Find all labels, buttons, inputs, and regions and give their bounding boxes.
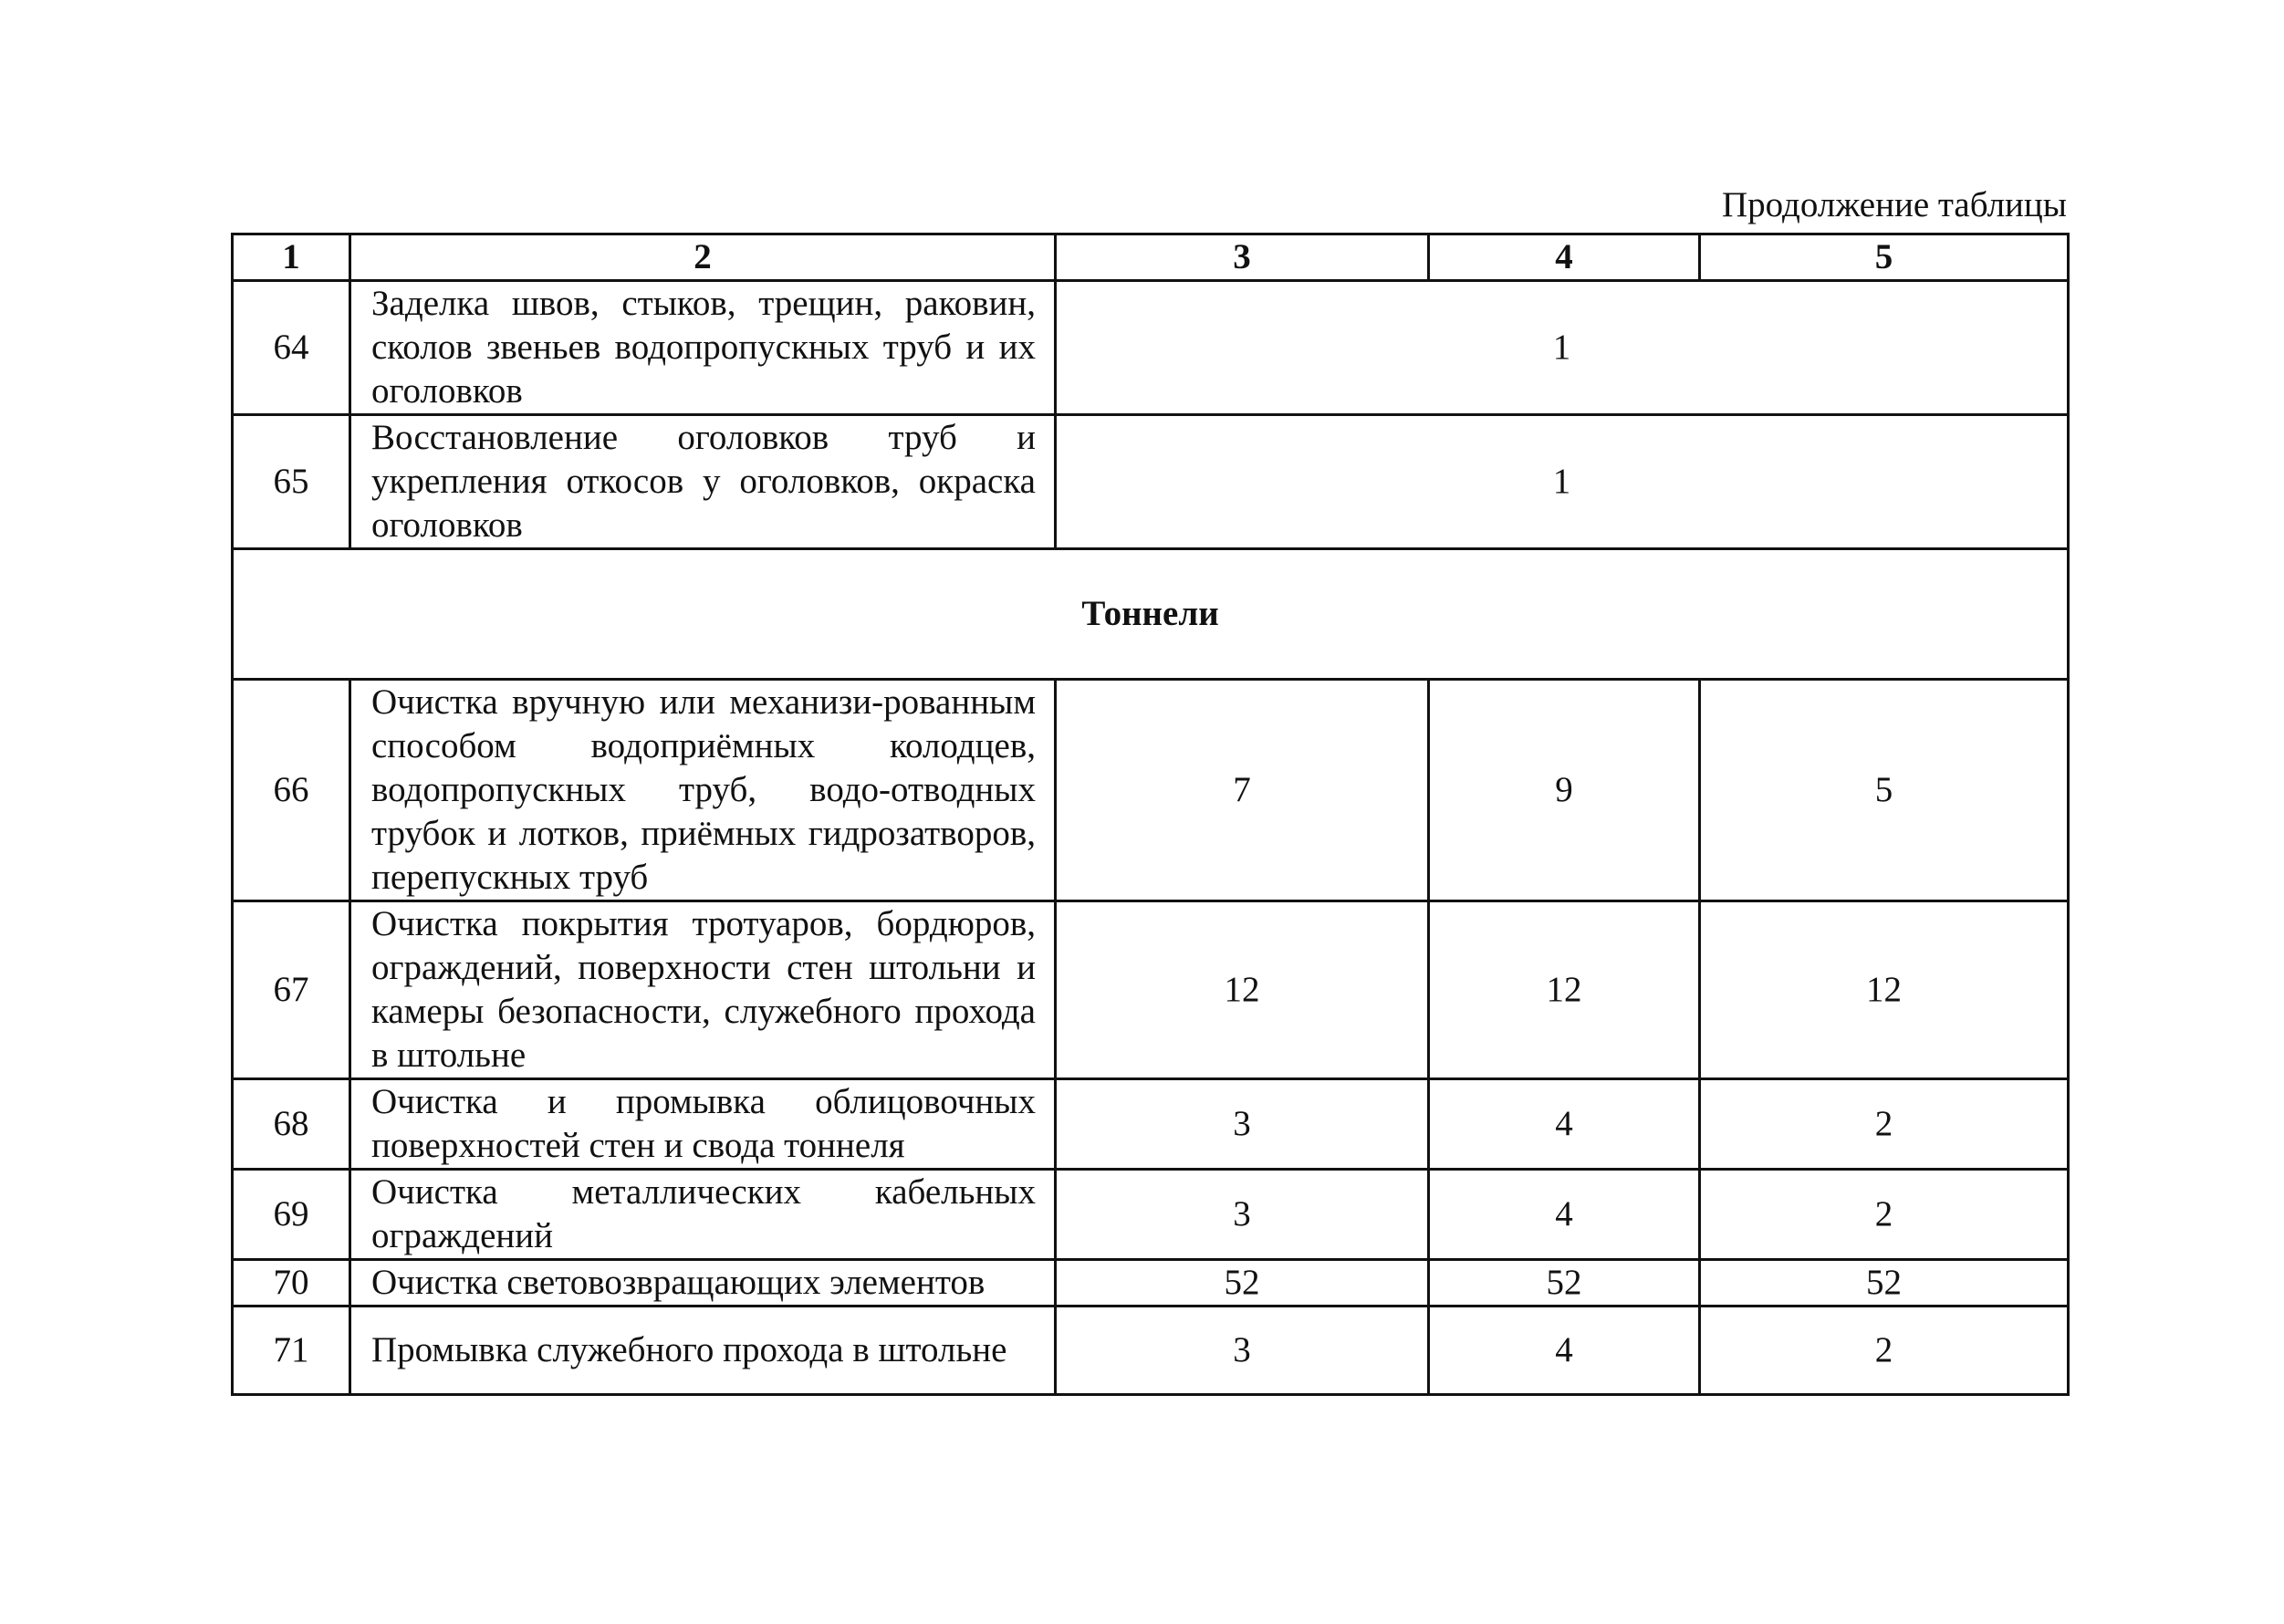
- column-header: 5: [1700, 234, 2069, 281]
- row-description: Восстановление оголовков труб и укрепления откосов у оголовков, окраска оголовков: [350, 415, 1056, 549]
- value-col-5: 12: [1700, 901, 2069, 1079]
- row-description: Очистка вручную или механизи-рованным способом водоприёмных колодцев, водопропускных труб, водо-отводных трубок и лотков, приёмных гидрозатворов, перепускных труб: [350, 680, 1056, 901]
- table-row: [233, 901, 2069, 1079]
- value-col-4: 12: [1429, 901, 1700, 1079]
- table-row: [233, 1260, 2069, 1306]
- table-row: [233, 1079, 2069, 1170]
- value-col-4: 4: [1429, 1170, 1700, 1260]
- value-col-4: 4: [1429, 1079, 1700, 1170]
- value-col-3: 52: [1056, 1260, 1429, 1306]
- row-description: Очистка покрытия тротуаров, бордюров, ограждений, поверхности стен штольни и камеры безопасности, служебного прохода в штольне: [350, 901, 1056, 1079]
- value-col-3: 3: [1056, 1170, 1429, 1260]
- row-number: 69: [233, 1170, 350, 1260]
- column-header: 2: [350, 234, 1056, 281]
- value-col-5: 2: [1700, 1079, 2069, 1170]
- value-col-3: 3: [1056, 1306, 1429, 1395]
- value-col-5: 2: [1700, 1306, 2069, 1395]
- table-caption: Продолжение таблицы: [1722, 185, 2067, 224]
- row-number: 68: [233, 1079, 350, 1170]
- value-col-5: 5: [1700, 680, 2069, 901]
- value-col-3: 7: [1056, 680, 1429, 901]
- row-description: Заделка швов, стыков, трещин, раковин, сколов звеньев водопропускных труб и их оголовков: [350, 281, 1056, 415]
- row-description: Очистка световозвращающих элементов: [350, 1260, 1056, 1306]
- column-header: 4: [1429, 234, 1700, 281]
- table-row: [233, 1306, 2069, 1395]
- header-row: [233, 234, 2069, 281]
- row-number: 64: [233, 281, 350, 415]
- row-number: 70: [233, 1260, 350, 1306]
- column-header: 3: [1056, 234, 1429, 281]
- table-row: [233, 1170, 2069, 1260]
- table-row: [233, 281, 2069, 415]
- row-number: 65: [233, 415, 350, 549]
- table-row: [233, 680, 2069, 901]
- merged-value: 1: [1056, 281, 2069, 415]
- section-row: [233, 549, 2069, 680]
- column-header: 1: [233, 234, 350, 281]
- row-description: Очистка и промывка облицовочных поверхностей стен и свода тоннеля: [350, 1079, 1056, 1170]
- value-col-3: 12: [1056, 901, 1429, 1079]
- value-col-3: 3: [1056, 1079, 1429, 1170]
- maintenance-table: [231, 233, 2070, 1396]
- row-description: Очистка металлических кабельных ограждений: [350, 1170, 1056, 1260]
- value-col-4: 9: [1429, 680, 1700, 901]
- merged-value: 1: [1056, 415, 2069, 549]
- value-col-4: 52: [1429, 1260, 1700, 1306]
- row-number: 67: [233, 901, 350, 1079]
- row-number: 71: [233, 1306, 350, 1395]
- value-col-4: 4: [1429, 1306, 1700, 1395]
- value-col-5: 52: [1700, 1260, 2069, 1306]
- value-col-5: 2: [1700, 1170, 2069, 1260]
- section-title: Тоннели: [233, 549, 2069, 680]
- row-description: Промывка служебного прохода в штольне: [350, 1306, 1056, 1395]
- row-number: 66: [233, 680, 350, 901]
- table-row: [233, 415, 2069, 549]
